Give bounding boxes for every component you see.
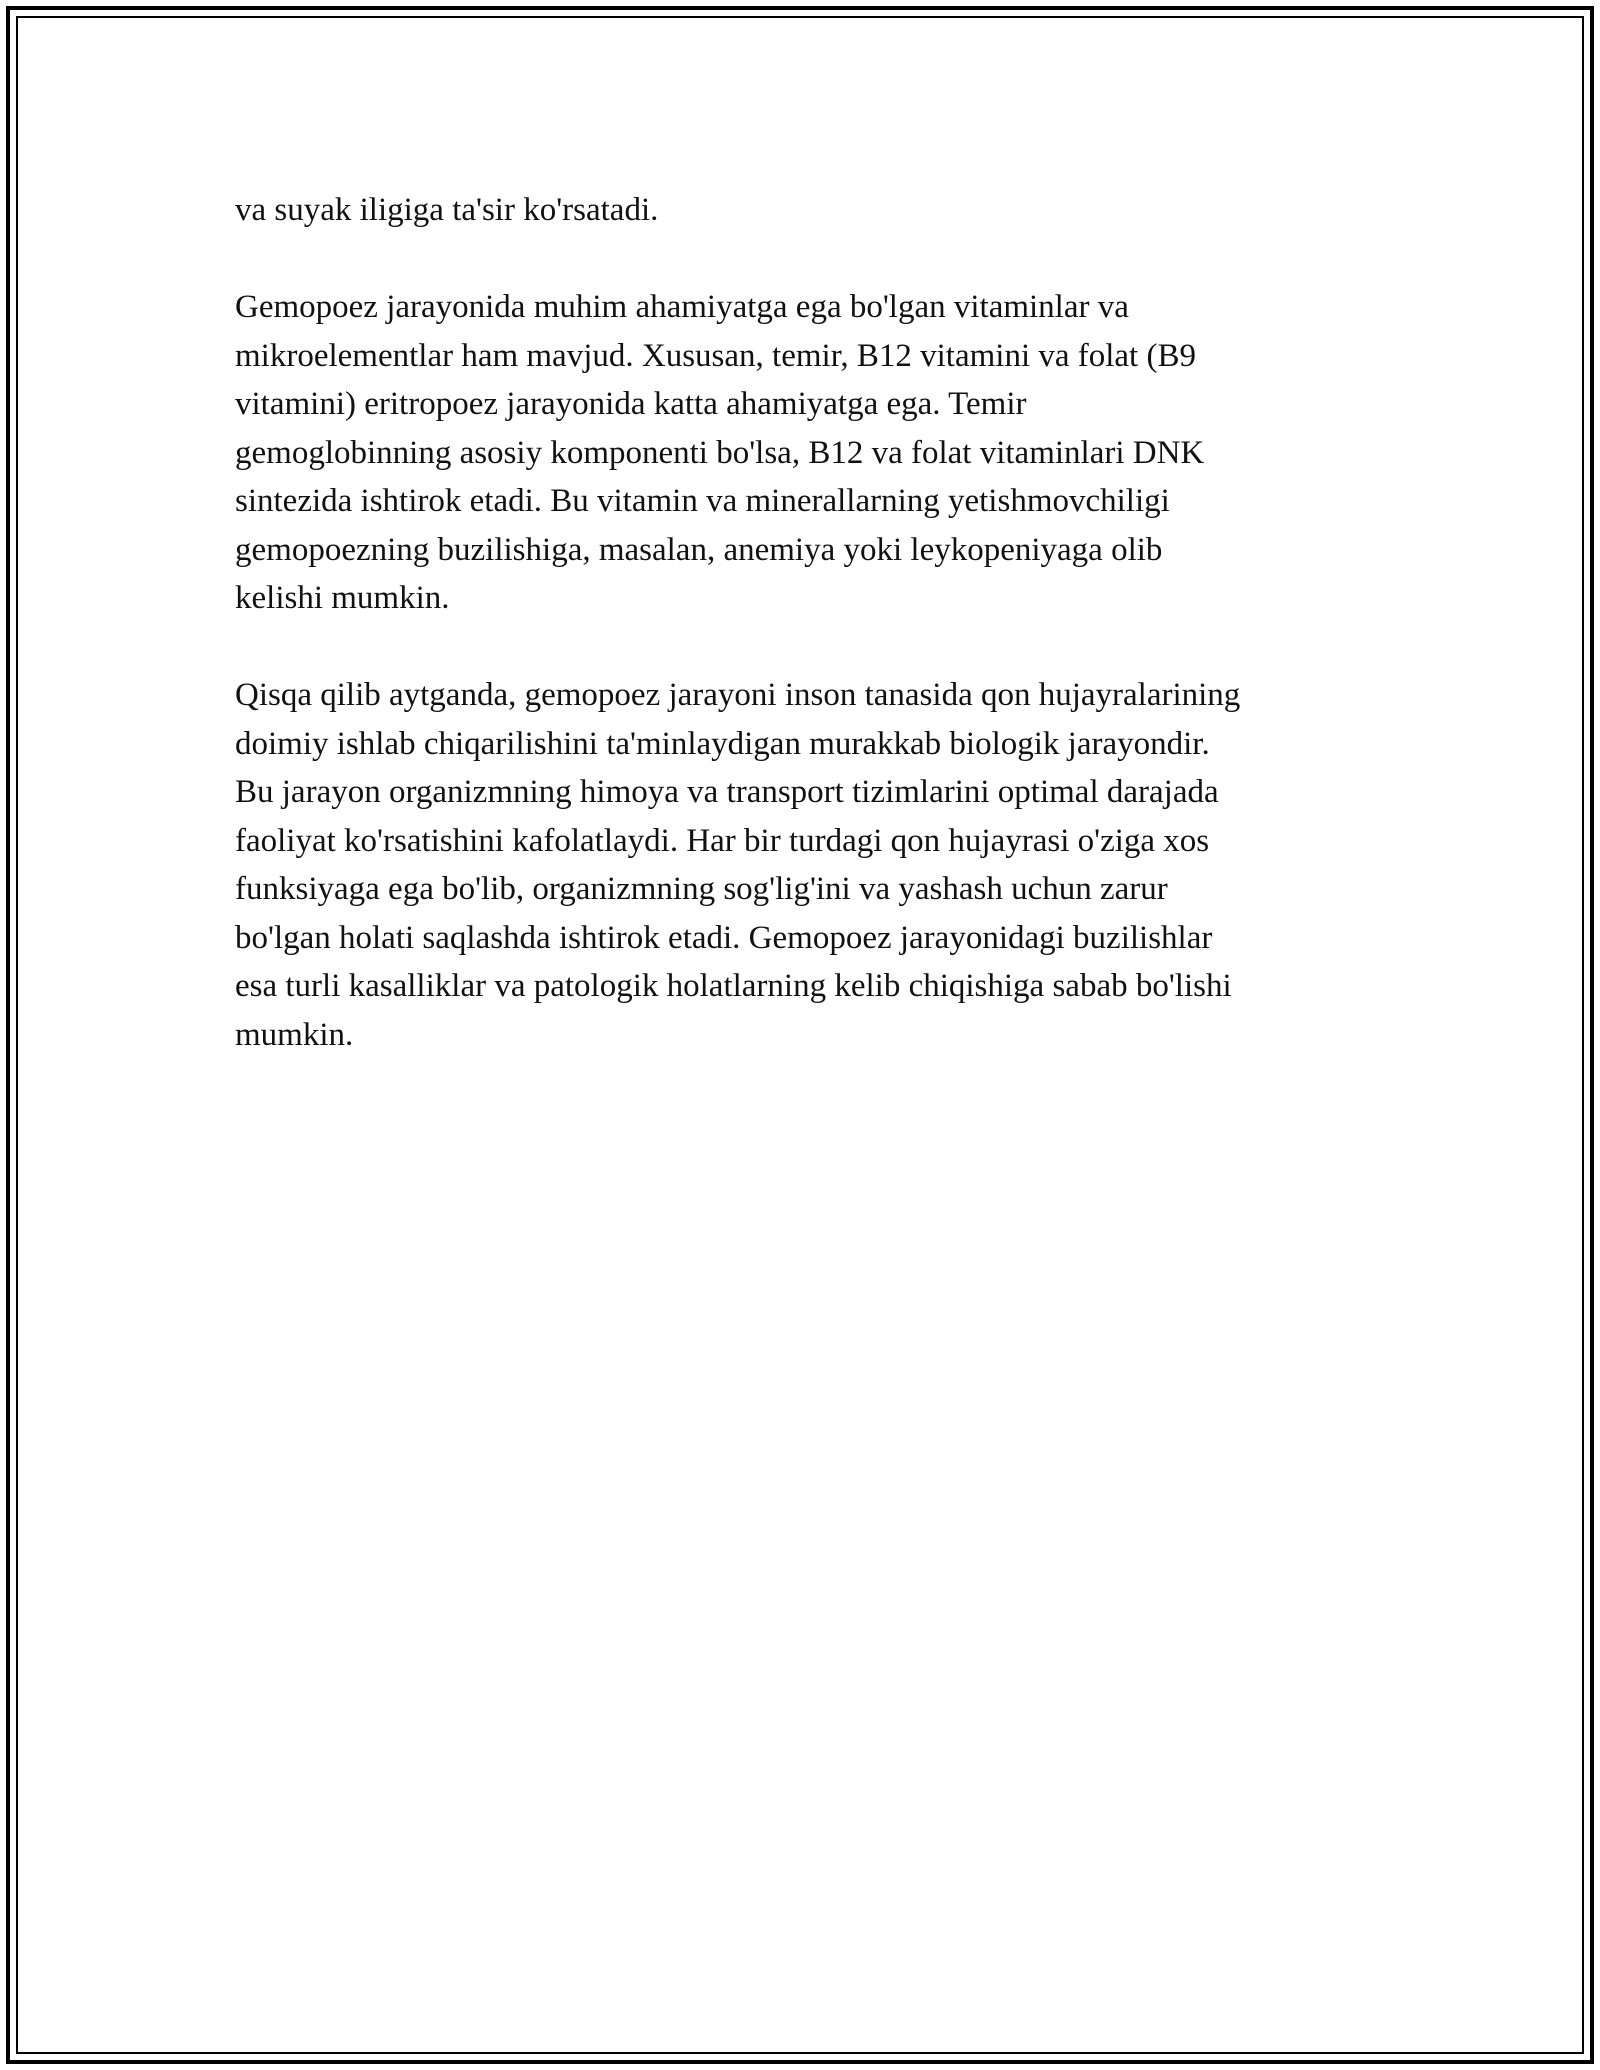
text-line: gemoglobinning asosiy komponenti bo'lsa, B12 va folat vitaminlari DNK — [235, 434, 1205, 471]
text-line: gemopoezning buzilishiga, masalan, anemiya yoki leykopeniyaga olib — [235, 531, 1163, 568]
text-line: mumkin. — [235, 1016, 354, 1053]
paragraph-conclusion — [235, 671, 1365, 1059]
paragraph-vitamins — [235, 283, 1365, 623]
text-line: vitamini) eritropoez jarayonida katta ahamiyatga ega. Temir — [235, 386, 1027, 422]
text-line: sintezida ishtirok etadi. Bu vitamin va minerallarning yetishmovchiligi — [235, 483, 1170, 519]
text-line: esa turli kasalliklar va patologik holatlarning kelib chiqishiga sabab bo'lishi — [235, 968, 1232, 1004]
text-line: Qisqa qilib aytganda, gemopoez jarayoni inson tanasida qon hujayralarining — [235, 677, 1241, 713]
text-line: Gemopoez jarayonida muhim ahamiyatga ega bo'lgan vitaminlar va — [235, 289, 1129, 325]
text-line: mikroelementlar ham mavjud. Xususan, temir, B12 vitamini va folat (B9 — [235, 337, 1196, 374]
text-line: bo'lgan holati saqlashda ishtirok etadi. Gemopoez jarayonidagi buzilishlar — [235, 919, 1213, 956]
text-line: va suyak iligiga ta'sir ko'rsatadi. — [235, 192, 659, 228]
paragraph-continuation — [235, 186, 1365, 235]
text-line: kelishi mumkin. — [235, 580, 450, 616]
text-line: faoliyat ko'rsatishini kafolatlaydi. Har bir turdagi qon hujayrasi o'ziga xos — [235, 822, 1210, 859]
text-line: funksiyaga ega bo'lib, organizmning sog'lig'ini va yashash uchun zarur — [235, 871, 1168, 907]
text-line: Bu jarayon organizmning himoya va transport tizimlarini optimal darajada — [235, 774, 1219, 810]
text-line: doimiy ishlab chiqarilishini ta'minlaydigan murakkab biologik jarayondir. — [235, 725, 1210, 762]
document-body — [235, 186, 1365, 1108]
